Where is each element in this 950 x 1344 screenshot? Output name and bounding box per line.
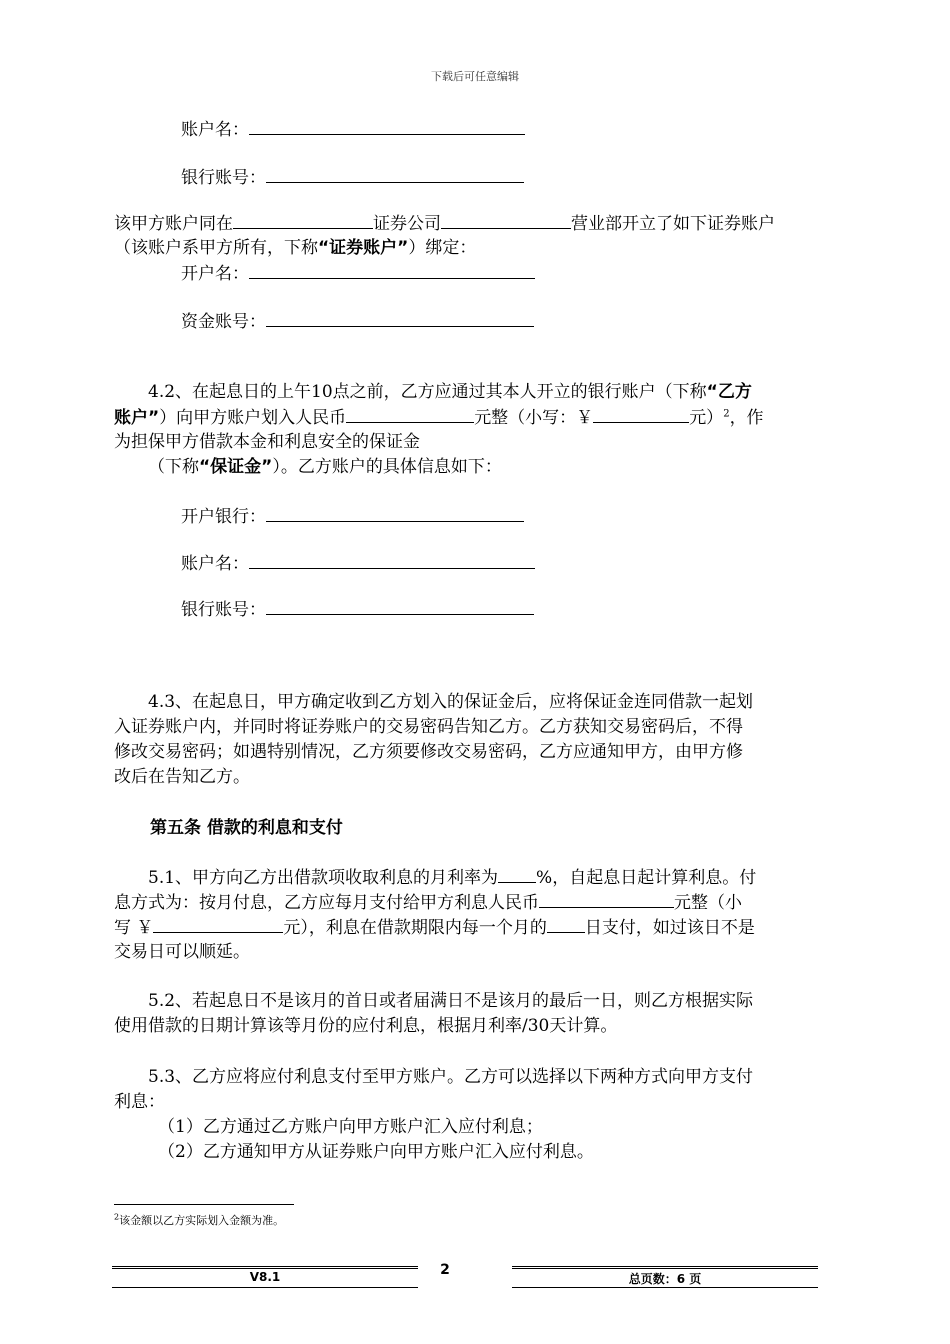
securities-company-blank[interactable] (233, 211, 373, 229)
open-name-label: 开户名： (181, 264, 249, 284)
clause-5-3-option-1: （1）乙方通过乙方账户向甲方账户汇入应付利息； (158, 1117, 543, 1137)
footer-rule-right-top-b (512, 1268, 818, 1269)
monthly-rate-blank[interactable] (498, 865, 536, 883)
b-bank-label: 开户银行： (181, 507, 266, 527)
account-name-row (181, 117, 525, 142)
clause-4-2-line-2 (114, 405, 764, 430)
header-note: 下载后可任意编辑 (431, 70, 519, 83)
securities-line-1 (114, 211, 775, 236)
c51-text-d: 元整（小 (674, 893, 742, 913)
securities-text-c: 营业部开立了如下证券账户 (571, 214, 775, 234)
deposit-amount-figures-blank[interactable] (593, 405, 689, 423)
bank-account-blank[interactable] (266, 165, 524, 183)
clause-4-2-line-3: 为担保甲方借款本金和利息安全的保证金 (114, 432, 420, 452)
party-b-account-term-b: 账户” (114, 408, 160, 428)
article-5-heading (150, 816, 343, 840)
footer-total-pages: 总页数：6 页 (628, 1272, 702, 1286)
clause-5-3-line-1: 5.3、乙方应将应付利息支付至甲方账户。乙方可以选择以下两种方式向甲方支付 (148, 1067, 754, 1087)
clause-4-2-text-a: 4.2、在起息日的上午10点之前，乙方应通过其本人开立的银行账户（下称 (148, 382, 707, 402)
c51-text-f: 元），利息在借款期限内每一个月的 (283, 918, 547, 938)
footnote (114, 1212, 284, 1228)
account-name-blank[interactable] (249, 117, 525, 135)
c51-text-a: 5.1、甲方向乙方出借款项收取利息的月利率为 (148, 868, 499, 888)
securities-account-term: “证券账户” (318, 238, 409, 258)
footnote-separator (114, 1204, 294, 1205)
clause-5-2-line-1: 5.2、若起息日不是该月的首日或者届满日不是该月的最后一日，则乙方根据实际 (148, 991, 754, 1011)
monthly-interest-blank[interactable] (539, 890, 674, 908)
clause-4-2-text-d: 元） (689, 408, 724, 428)
clause-4-2-text-g: ）。乙方账户的具体信息如下： (272, 457, 502, 477)
clause-5-3-option-2: （2）乙方通知甲方从证券账户向甲方账户汇入应付利息。 (158, 1142, 594, 1162)
clause-4-2-line-4 (148, 455, 502, 479)
footer-version: V8.1 (249, 1270, 281, 1284)
footer-rule-left-top (112, 1266, 418, 1267)
fund-account-row (181, 309, 534, 334)
monthly-interest-figures-blank[interactable] (153, 915, 283, 933)
b-bank-blank[interactable] (266, 504, 524, 522)
b-name-row (181, 551, 535, 576)
footer-rule-left-bottom (112, 1287, 418, 1288)
payment-day-blank[interactable] (547, 915, 585, 933)
b-name-label: 账户名： (181, 554, 249, 574)
securities-text-b: 证券公司 (373, 214, 441, 234)
c51-text-b: %，自起息日起计算利息。付 (536, 868, 757, 888)
securities-text-d: （该账户系甲方所有，下称 (114, 238, 318, 258)
clause-4-2-text-b: ）向甲方账户划入人民币 (159, 408, 347, 428)
b-number-label: 银行账号： (181, 600, 266, 620)
deposit-amount-blank[interactable] (346, 405, 474, 423)
clause-4-2-text-c: 元整（小写：￥ (474, 408, 594, 428)
c51-text-g: 日支付，如过该日不是 (584, 918, 755, 938)
b-number-blank[interactable] (266, 597, 534, 615)
fund-account-blank[interactable] (266, 309, 534, 327)
securities-text-e: ）绑定： (408, 238, 477, 258)
footer-rule-left-top-b (112, 1268, 418, 1269)
footnote-ref[interactable]: 2 (723, 408, 730, 420)
b-name-blank[interactable] (249, 551, 535, 569)
securities-text-a: 该甲方账户同在 (114, 214, 233, 234)
account-name-label: 账户名： (181, 120, 249, 140)
securities-line-2 (114, 236, 476, 260)
footer-page-number: 2 (440, 1262, 450, 1278)
clause-5-1-line-4: 交易日可以顺延。 (114, 942, 250, 962)
deposit-term: “保证金” (199, 457, 273, 477)
open-name-row (181, 261, 535, 286)
clause-5-2-line-2: 使用借款的日期计算该等月份的应付利息，根据月利率/30天计算。 (114, 1016, 618, 1036)
c51-text-e: 写 ￥ (114, 918, 154, 938)
clause-4-3-line-2: 入证券账户内，并同时将证券账户的交易密码告知乙方。乙方获知交易密码后，不得 (114, 717, 743, 737)
clause-4-2-line-1 (148, 380, 752, 404)
b-bank-row (181, 504, 524, 529)
clause-5-3-line-2: 利息： (114, 1092, 165, 1112)
footer-rule-right-top (512, 1266, 818, 1267)
footnote-text: 该金额以乙方实际划入金额为准。 (119, 1214, 285, 1227)
article-5-heading-text: 第五条 借款的利息和支付 (150, 818, 343, 838)
branch-blank[interactable] (441, 211, 571, 229)
party-b-account-term-a: “乙方 (706, 382, 752, 402)
clause-4-3-line-3: 修改交易密码；如遇特别情况，乙方须要修改交易密码，乙方应通知甲方，由甲方修 (114, 742, 743, 762)
footer-rule-right-bottom (512, 1287, 818, 1288)
clause-4-2-text-f: （下称 (148, 457, 199, 477)
clause-5-1-line-1 (148, 865, 756, 890)
open-name-blank[interactable] (249, 261, 535, 279)
fund-account-label: 资金账号： (181, 312, 266, 332)
c51-text-c: 息方式为：按月付息，乙方应每月支付给甲方利息人民币 (114, 893, 539, 913)
clause-4-2-text-e: ，作 (729, 408, 764, 428)
bank-account-row (181, 165, 524, 190)
clause-5-1-line-2 (114, 890, 742, 915)
b-number-row (181, 597, 534, 622)
bank-account-label: 银行账号： (181, 168, 266, 188)
clause-4-3-line-4: 改后在告知乙方。 (114, 767, 250, 787)
footnote-number: 2 (114, 1212, 120, 1222)
clause-4-3-line-1: 4.3、在起息日，甲方确定收到乙方划入的保证金后，应将保证金连同借款一起划 (148, 692, 754, 712)
clause-5-1-line-3 (114, 915, 755, 940)
